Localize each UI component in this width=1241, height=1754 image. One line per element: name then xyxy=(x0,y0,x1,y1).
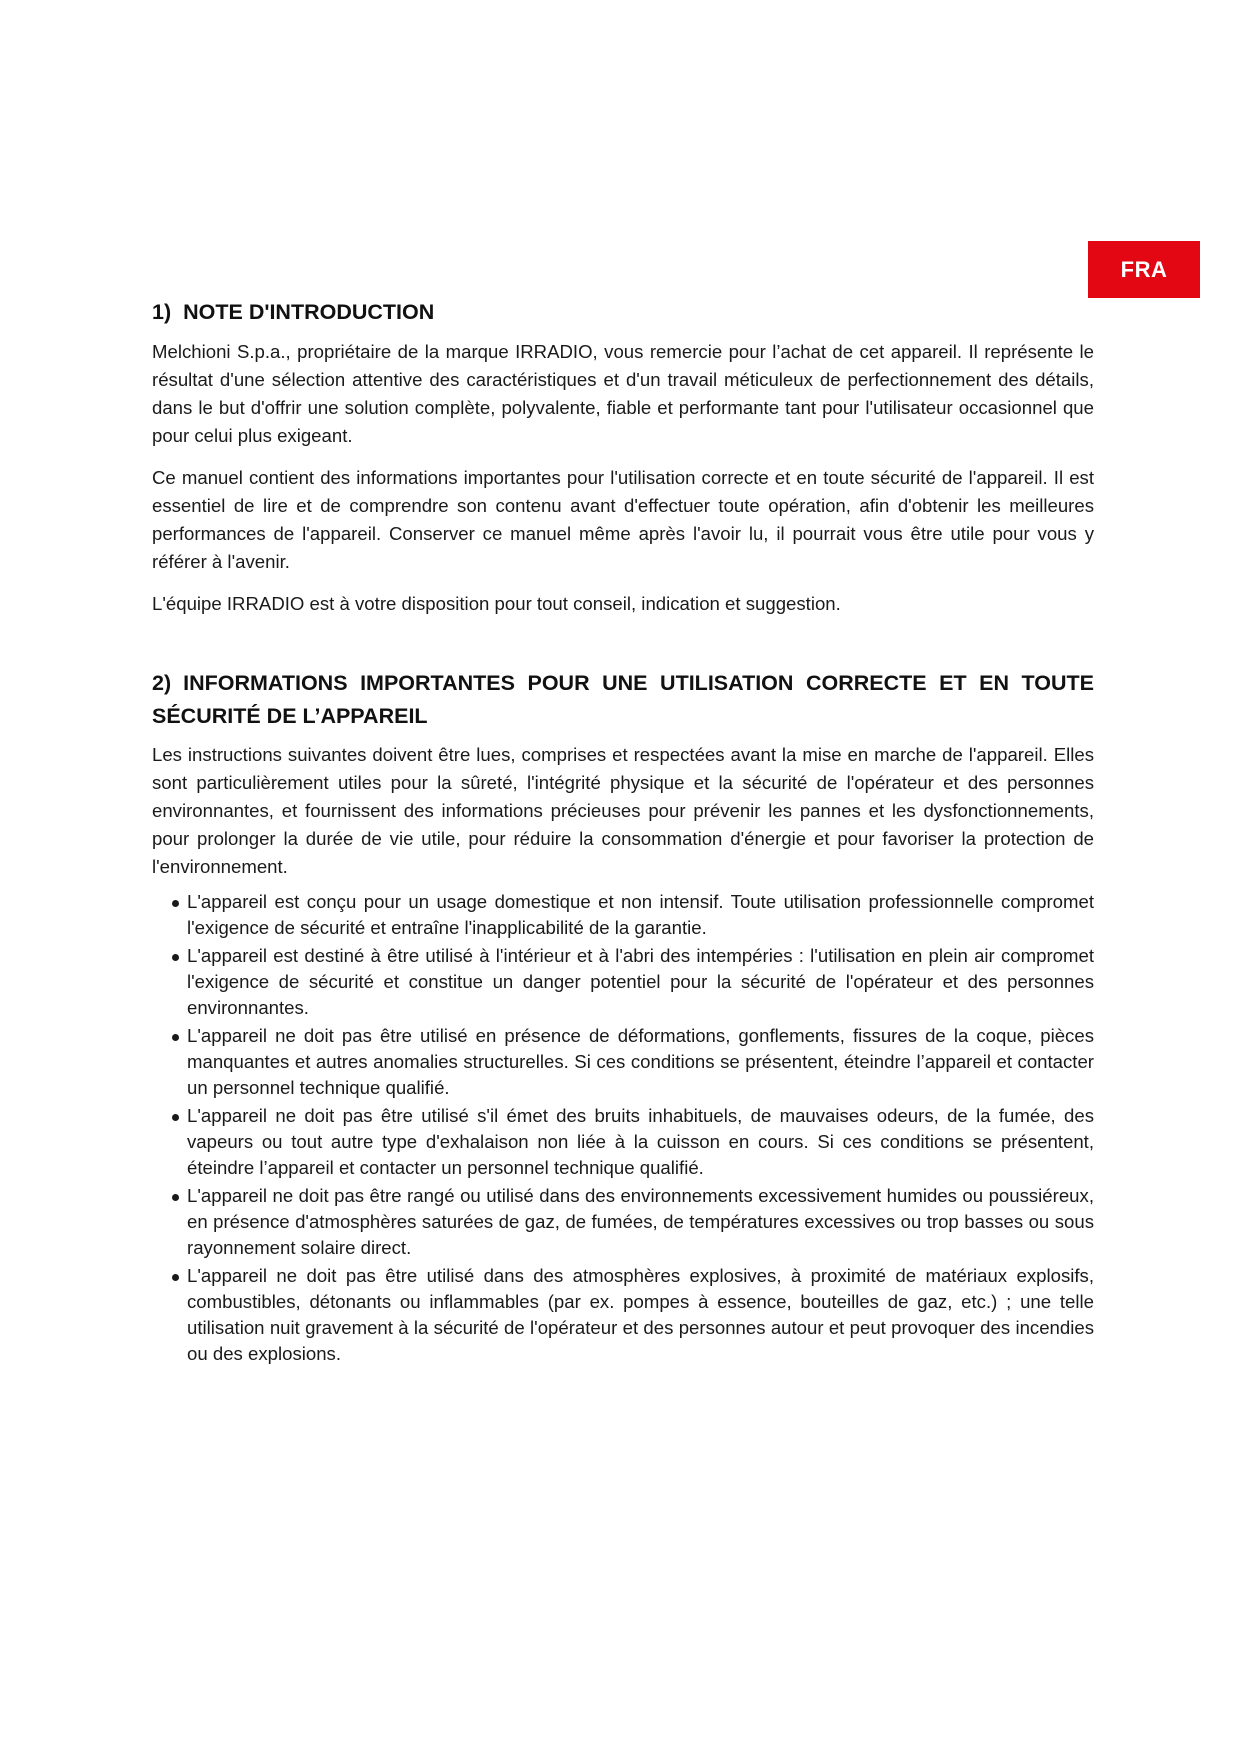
list-item-text: L'appareil est conçu pour un usage domestique et non intensif. Toute utilisation professionnelle compromet l'exigence de sécurité et entraîne l'inapplicabilité de la garantie. xyxy=(187,891,1094,938)
list-item xyxy=(152,889,1094,941)
safety-intro-paragraph: Les instructions suivantes doivent être lues, comprises et respectées avant la mise en marche de l'appareil. Elles sont particulièrement utiles pour la sûreté, l'intégrité physique et la sécurité de l'opérateur et des personnes environnantes, et fournissent des informations précieuses pour prévenir les pannes et les dysfonctionnements, pour prolonger la durée de vie utile, pour réduire la consommation d'énergie et pour favoriser la protection de l'environnement. xyxy=(152,744,1094,877)
bullet-icon xyxy=(172,1274,179,1281)
bullet-icon xyxy=(172,1114,179,1121)
intro-paragraph-2: Ce manuel contient des informations importantes pour l'utilisation correcte et en toute sécurité de l'appareil. Il est essentiel de lire et de comprendre son contenu avant d'effectuer toute opération, afin d'obtenir les meilleures performances de l'appareil. Conserver ce manuel même après l'avoir lu, il pourrait vous être utile pour vous y référer à l'avenir. xyxy=(152,467,1094,572)
intro-paragraph-1: Melchioni S.p.a., propriétaire de la marque IRRADIO, vous remercie pour l’achat de cet appareil. Il représente le résultat d'une sélection attentive des caractéristiques et d'un travail méticuleux de perfectionnement des détails, dans le but d'offrir une solution complète, polyvalente, fiable et performante tant pour l'utilisateur occasionnel que pour celui plus exigeant. xyxy=(152,341,1094,446)
section-1-number: 1) xyxy=(152,300,172,324)
bullet-icon xyxy=(172,900,179,907)
list-item xyxy=(152,943,1094,1021)
section-2-number: 2) xyxy=(152,671,172,695)
section-introduction xyxy=(152,296,1094,618)
intro-paragraph-3: L'équipe IRRADIO est à votre disposition pour tout conseil, indication et suggestion. xyxy=(152,593,841,614)
document-body xyxy=(152,296,1094,1369)
language-badge: FRA xyxy=(1088,241,1200,298)
list-item-text: L'appareil ne doit pas être utilisé s'il émet des bruits inhabituels, de mauvaises odeurs, de la fumée, des vapeurs ou tout autre type d'exhalaison non liée à la cuisson en cours. Si ces conditions se présentent, éteindre l’appareil et contacter un personnel technique qualifié. xyxy=(187,1105,1094,1178)
section-1-heading: NOTE D'INTRODUCTION xyxy=(183,300,435,324)
safety-bullet-list xyxy=(152,889,1094,1367)
section-1-title xyxy=(152,296,1094,329)
section-2-heading: INFORMATIONS IMPORTANTES POUR UNE UTILISATION CORRECTE ET EN TOUTE SÉCURITÉ DE L’APPAREIL xyxy=(152,671,1094,728)
section-2-title xyxy=(152,667,1094,733)
list-item xyxy=(152,1183,1094,1261)
bullet-icon xyxy=(172,954,179,961)
list-item-text: L'appareil est destiné à être utilisé à l'intérieur et à l'abri des intempéries : l'utilisation en plein air compromet l'exigence de sécurité et constitue un danger potentiel pour la sécurité de l'opérateur et des personnes environnantes. xyxy=(187,945,1094,1018)
bullet-icon xyxy=(172,1194,179,1201)
list-item-text: L'appareil ne doit pas être rangé ou utilisé dans des environnements excessivement humides ou poussiéreux, en présence d'atmosphères saturées de gaz, de fumées, de températures excessives ou trop basses ou sous rayonnement solaire direct. xyxy=(187,1185,1094,1258)
list-item xyxy=(152,1023,1094,1101)
section-safety-information xyxy=(152,667,1094,1367)
list-item xyxy=(152,1103,1094,1181)
bullet-icon xyxy=(172,1034,179,1041)
list-item-text: L'appareil ne doit pas être utilisé dans des atmosphères explosives, à proximité de matériaux explosifs, combustibles, détonants ou inflammables (par ex. pompes à essence, bouteilles de gaz, etc.) ; une telle utilisation nuit gravement à la sécurité de l'opérateur et des personnes autour et peut provoquer des incendies ou des explosions. xyxy=(187,1265,1094,1364)
list-item-text: L'appareil ne doit pas être utilisé en présence de déformations, gonflements, fissures de la coque, pièces manquantes et autres anomalies structurelles. Si ces conditions se présentent, éteindre l’appareil et contacter un personnel technique qualifié. xyxy=(187,1025,1094,1098)
list-item xyxy=(152,1263,1094,1367)
